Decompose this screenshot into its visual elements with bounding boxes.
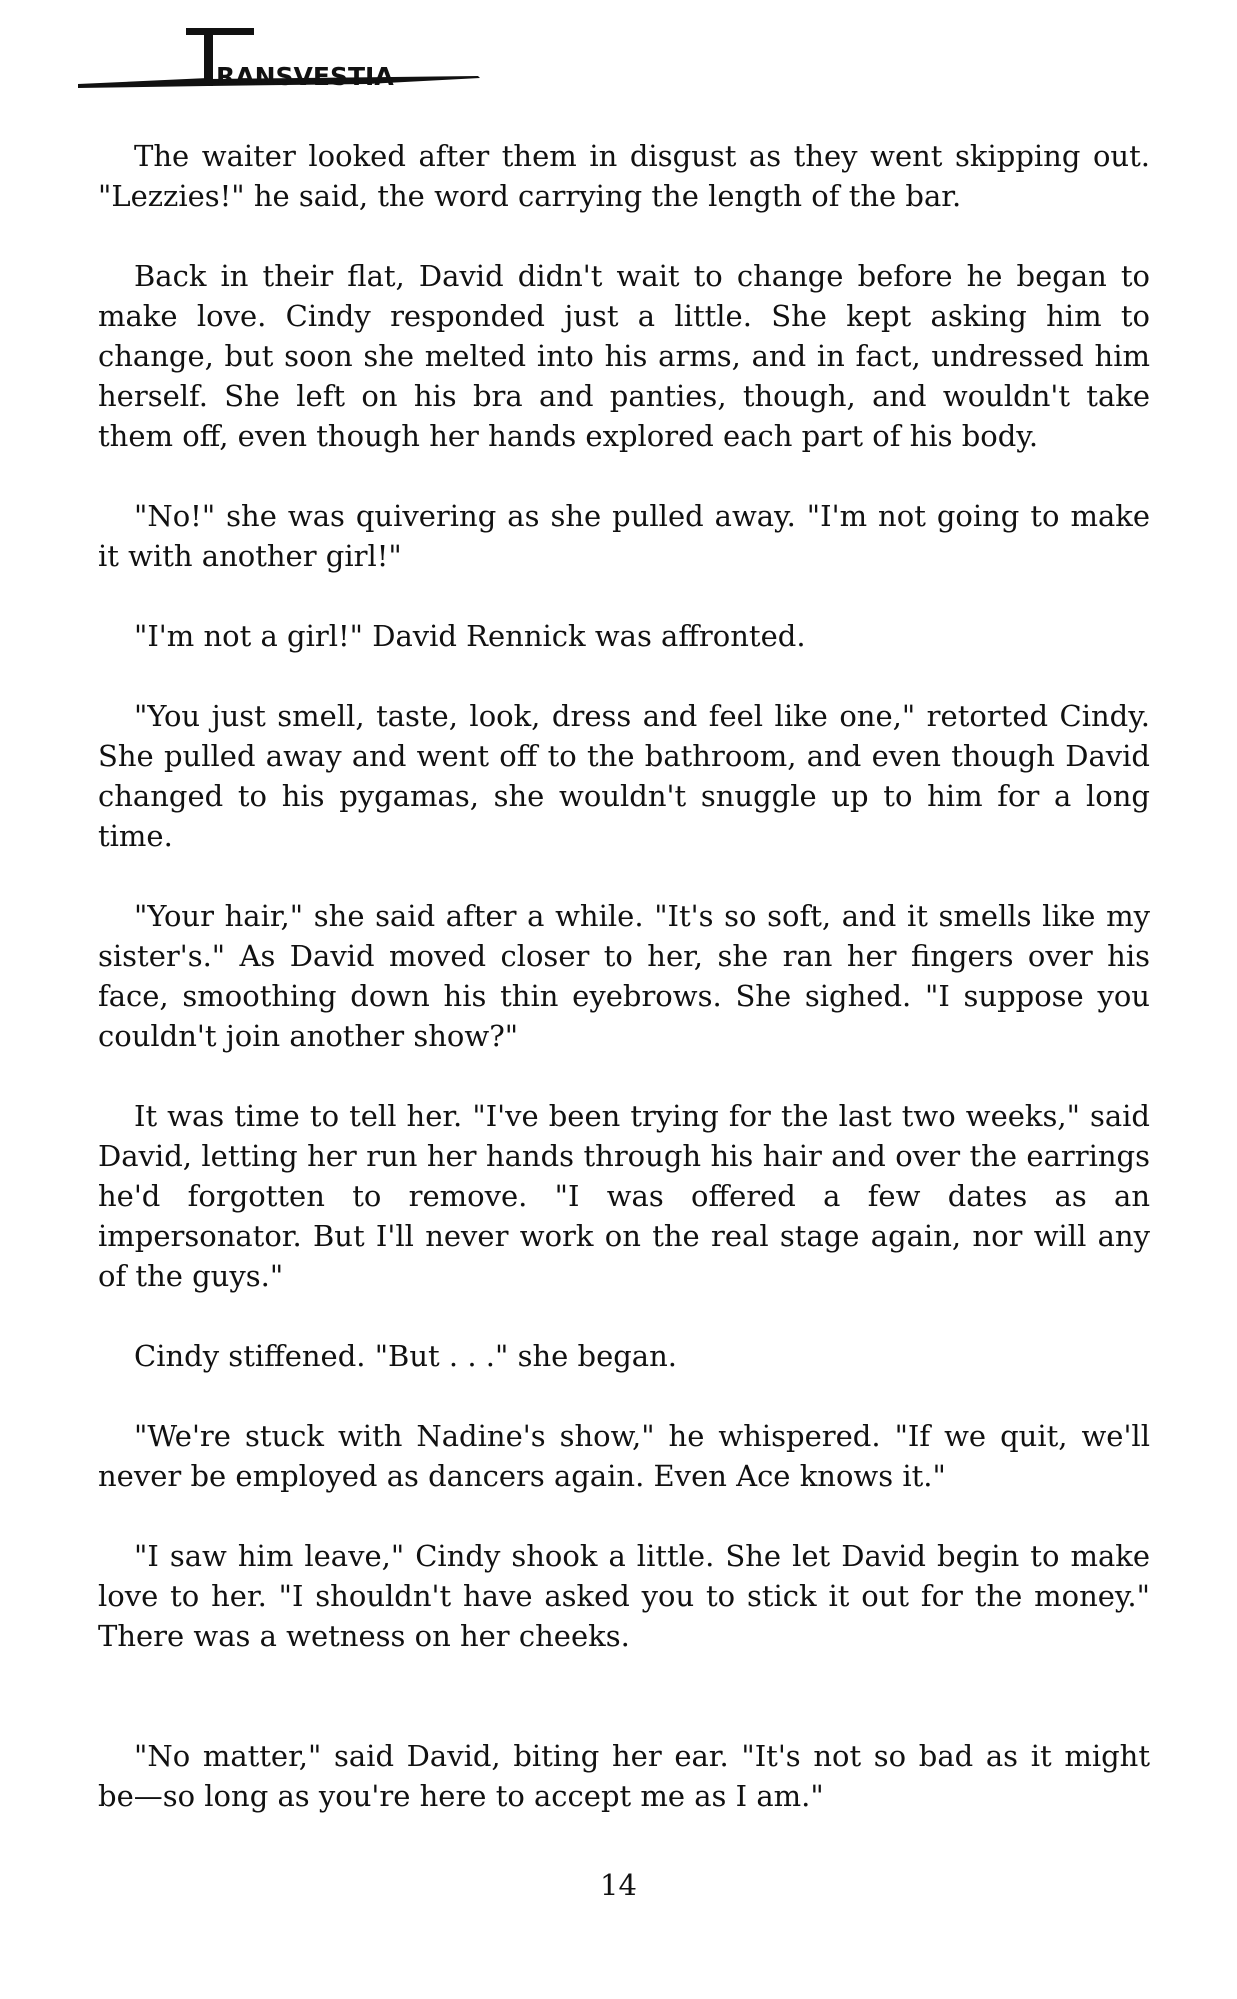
paragraph: "I saw him leave," Cindy shook a little. She let David begin to make love to her. "I shouldn't have asked you to stick it out for the money." There was a wetness on her cheeks.	[98, 1539, 1150, 1653]
running-header	[78, 24, 498, 94]
paragraph: It was time to tell her. "I've been trying for the last two weeks," said David, letting her run her hands through his hair and over the earrings he'd forgotten to remove. "I was offered a few dates as an impersonator. But I'll never work on the real stage again, nor will any of the guys."	[98, 1099, 1150, 1293]
paragraph: "No matter," said David, biting her ear. "It's not so bad as it might be—so long as you're here to accept me as I am."	[98, 1739, 1150, 1813]
paragraph: Cindy stiffened. "But . . ." she began.	[134, 1339, 677, 1373]
paragraph: Back in their flat, David didn't wait to change before he began to make love. Cindy responded just a little. She kept asking him to change, but soon she melted into his arms, and in fact, undressed him herself. She left on his bra and panties, though, and wouldn't take them off, even though her hands explored each part of his body.	[98, 259, 1150, 453]
paragraph: The waiter looked after them in disgust as they went skipping out. "Lezzies!" he said, the word carrying the length of the bar.	[98, 139, 1150, 213]
page-number: 14	[600, 1868, 637, 1902]
paragraph: "We're stuck with Nadine's show," he whispered. "If we quit, we'll never be employed as dancers again. Even Ace knows it."	[98, 1419, 1150, 1493]
paragraph: "No!" she was quivering as she pulled away. "I'm not going to make it with another girl!"	[98, 499, 1150, 573]
paragraph: "Your hair," she said after a while. "It's so soft, and it smells like my sister's." As David moved closer to her, she ran her fingers over his face, smoothing down his thin eyebrows. She sighed. "I suppose you couldn't join another show?"	[98, 899, 1150, 1053]
body-text	[98, 136, 1150, 1856]
paragraph: "I'm not a girl!" David Rennick was affronted.	[134, 619, 806, 653]
header-title: RANSVESTIA	[216, 62, 394, 91]
paragraph: "You just smell, taste, look, dress and feel like one," retorted Cindy. She pulled away and went off to the bathroom, and even though David changed to his pygamas, she wouldn't snuggle up to him for a long time.	[98, 699, 1150, 853]
